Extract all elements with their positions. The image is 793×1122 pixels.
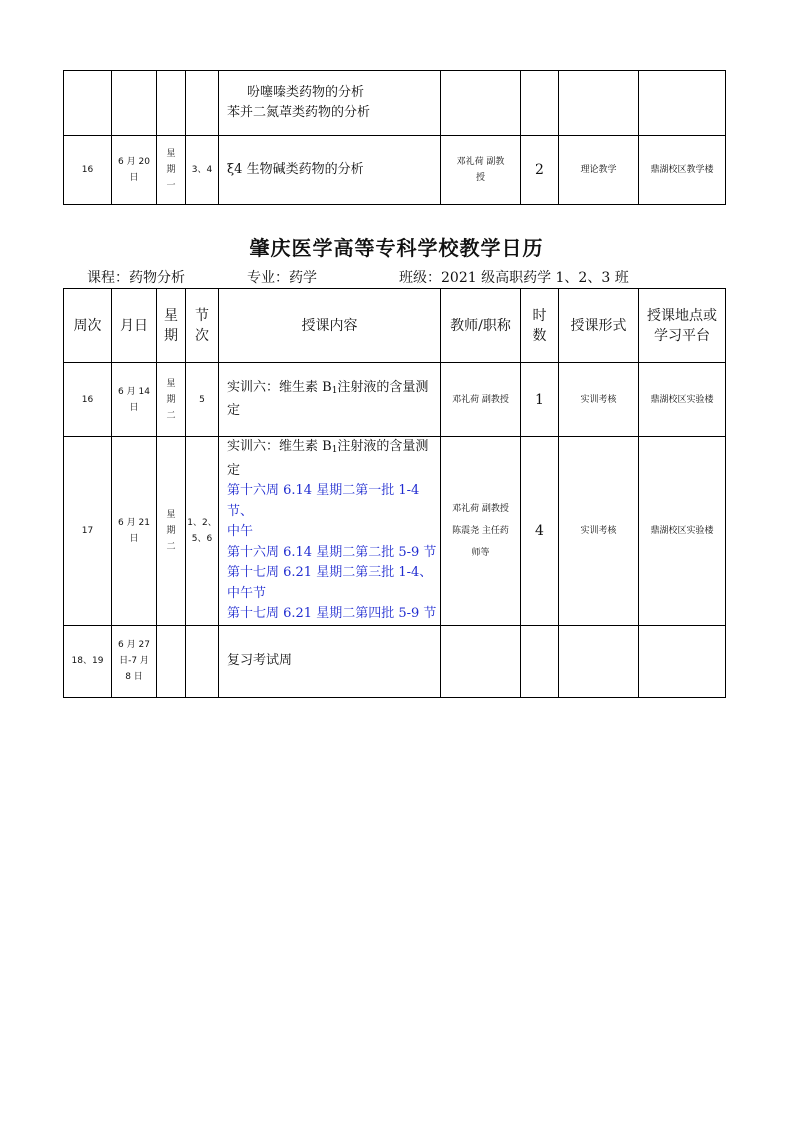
schedule-table-continued xyxy=(63,70,726,205)
date-line: 6 月 27 xyxy=(118,640,150,650)
document-title: 肇庆医学高等专科学校教学日历 xyxy=(249,236,544,260)
content-text: 实训六：维生素 B xyxy=(227,439,332,454)
table-row xyxy=(64,363,726,437)
batch-line: 第十七周 6.21 星期二第三批 1-4、 xyxy=(227,565,433,580)
form-cell: 实训考核 xyxy=(559,363,639,437)
content-line xyxy=(227,437,440,461)
batch-line: 中午 xyxy=(227,524,254,539)
teacher-cell xyxy=(441,625,521,697)
schedule-table xyxy=(63,288,726,698)
periods-line: 1、2、 xyxy=(187,517,217,528)
hours-cell: 4 xyxy=(521,437,559,626)
week-cell: 16 xyxy=(64,363,112,437)
teacher-line: 师等 xyxy=(471,547,490,558)
date-cell xyxy=(112,136,157,205)
table-row xyxy=(64,625,726,697)
header-weekday xyxy=(157,289,186,363)
header-row xyxy=(64,289,726,363)
date-line: 6 月 14 xyxy=(118,386,150,397)
batch-line: 中午节 xyxy=(227,585,267,601)
content-line: ξ4 生物碱类药物的分析 xyxy=(227,161,364,177)
periods-cell xyxy=(186,625,219,697)
week-cell: 17 xyxy=(64,437,112,626)
date-line: 日 xyxy=(129,173,139,183)
periods-cell xyxy=(186,71,219,136)
batch-line: 第十六周 6.14 星期二第一批 1-4 节、 xyxy=(227,483,420,519)
content-line: 苯并二氮䓬类药物的分析 xyxy=(227,105,371,120)
periods-line: 5、6 xyxy=(191,533,213,544)
batch-line: 第十六周 6.14 星期二第二批 5-9 节 xyxy=(227,544,437,560)
weekday-cell xyxy=(157,136,186,205)
header-char: 时 xyxy=(532,307,547,324)
week-cell: 16 xyxy=(64,136,112,205)
header-periods xyxy=(186,289,219,363)
teacher-line: 邓礼荷 副教授 xyxy=(452,503,509,514)
teacher-cell xyxy=(441,363,521,437)
weekday-cell xyxy=(157,437,186,626)
weekday-char: 星 xyxy=(166,149,176,159)
table-row xyxy=(64,71,726,136)
weekday-char: 星 xyxy=(166,378,176,389)
weekday-cell xyxy=(157,625,186,697)
hours-cell xyxy=(521,71,559,136)
table-row xyxy=(64,437,726,626)
weekday-char: 星 xyxy=(166,509,176,520)
subscript: 1 xyxy=(331,385,338,396)
content-text: 注射液的含量测 xyxy=(337,379,429,395)
location-cell xyxy=(639,625,726,697)
location-cell xyxy=(639,71,726,136)
teacher-line: 授 xyxy=(475,173,485,183)
week-cell: 18、19 xyxy=(64,625,112,697)
date-line: 6 月 20 xyxy=(118,157,150,167)
header-char: 次 xyxy=(195,327,209,344)
course-label: 课程：药物分析 xyxy=(87,270,185,286)
date-line: 日-7 月 xyxy=(119,656,149,666)
form-cell xyxy=(559,625,639,697)
hours-cell xyxy=(521,625,559,697)
content-text: 实训六：维生素 B xyxy=(227,379,332,395)
date-line: 6 月 21 xyxy=(118,517,150,528)
teacher-line: 陈震尧 主任药 xyxy=(452,525,509,536)
form-cell: 理论教学 xyxy=(559,136,639,205)
weekday-char: 二 xyxy=(166,410,176,421)
header-form: 授课形式 xyxy=(559,289,639,363)
header-char: 期 xyxy=(164,327,178,344)
form-cell: 实训考核 xyxy=(559,437,639,626)
batch-line: 第十七周 6.21 星期二第四批 5-9 节 xyxy=(227,606,437,621)
content-cell xyxy=(219,363,441,437)
teacher-line: 邓礼荷 副教授 xyxy=(452,394,509,405)
header-line: 授课地点或 xyxy=(647,307,717,324)
weekday-char: 期 xyxy=(166,394,176,405)
content-line: 吩噻嗪类药物的分析 xyxy=(247,84,365,100)
header-content: 授课内容 xyxy=(219,289,441,363)
date-cell xyxy=(112,437,157,626)
header-char: 数 xyxy=(532,327,547,344)
weekday-char: 二 xyxy=(166,541,176,552)
date-line: 日 xyxy=(129,402,139,413)
content-text: 注射液的含量测 xyxy=(337,439,429,454)
content-cell xyxy=(219,437,441,626)
header-line: 学习平台 xyxy=(654,327,710,344)
teacher-cell xyxy=(441,437,521,626)
header-char: 星 xyxy=(164,307,178,324)
weekday-char: 一 xyxy=(166,181,176,191)
periods-cell xyxy=(186,437,219,626)
content-line: 复习考试周 xyxy=(227,652,293,668)
header-week: 周次 xyxy=(64,289,112,363)
date-cell xyxy=(112,625,157,697)
header-date: 月日 xyxy=(112,289,157,363)
hours-cell: 2 xyxy=(521,136,559,205)
weekday-char: 期 xyxy=(166,525,176,536)
content-line: 定 xyxy=(227,403,241,418)
date-cell xyxy=(112,71,157,136)
header-location xyxy=(639,289,726,363)
class-label: 班级：2021 级高职药学 1、2、3 班 xyxy=(399,270,629,286)
location-cell: 鼎湖校区实验楼 xyxy=(639,363,726,437)
header-char: 节 xyxy=(195,307,209,324)
week-cell xyxy=(64,71,112,136)
content-cell xyxy=(219,71,441,136)
date-line: 日 xyxy=(129,533,139,544)
teacher-line: 邓礼荷 副教 xyxy=(456,157,505,167)
content-cell xyxy=(219,625,441,697)
content-cell xyxy=(219,136,441,205)
header-teacher: 教师/职称 xyxy=(441,289,521,363)
weekday-cell xyxy=(157,363,186,437)
weekday-char: 期 xyxy=(166,165,176,175)
subscript: 1 xyxy=(331,445,338,455)
periods-cell: 3、4 xyxy=(186,136,219,205)
date-cell xyxy=(112,363,157,437)
header-hours xyxy=(521,289,559,363)
hours-cell: 1 xyxy=(521,363,559,437)
teacher-cell xyxy=(441,71,521,136)
location-cell: 鼎湖校区实验楼 xyxy=(639,437,726,626)
weekday-cell xyxy=(157,71,186,136)
teacher-cell xyxy=(441,136,521,205)
periods-cell: 5 xyxy=(186,363,219,437)
location-cell: 鼎湖校区教学楼 xyxy=(639,136,726,205)
content-line: 定 xyxy=(227,462,241,478)
table-row xyxy=(64,136,726,205)
major-label: 专业：药学 xyxy=(247,270,317,286)
content-line xyxy=(227,378,440,402)
form-cell xyxy=(559,71,639,136)
date-line: 8 日 xyxy=(125,672,143,682)
